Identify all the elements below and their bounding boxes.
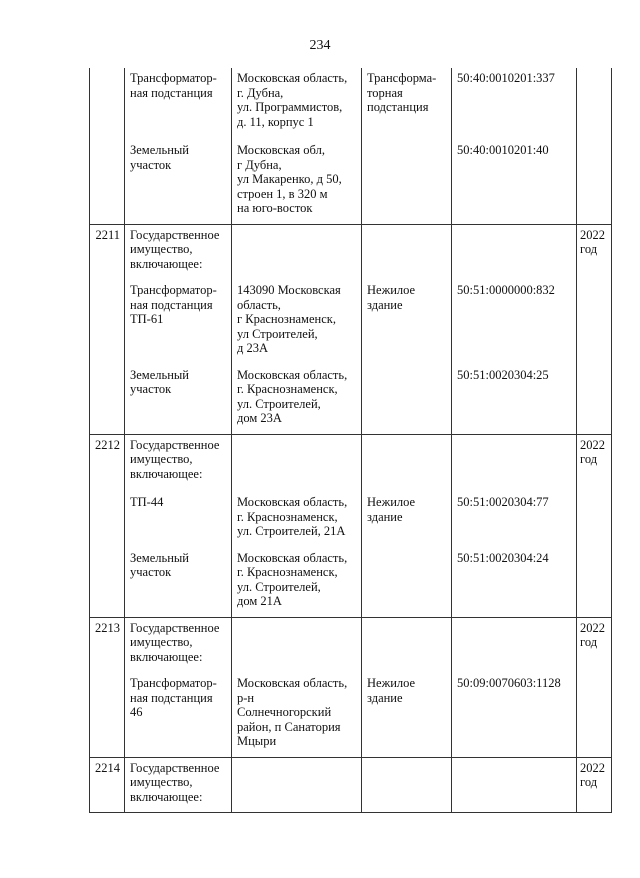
table-row	[90, 271, 612, 356]
object-kind-cell: Нежилое здание	[362, 481, 452, 539]
cadastral-number-cell: 50:51:0000000:832	[452, 271, 577, 356]
object-name-cell: Трансформатор- ная подстанция ТП-61	[125, 271, 232, 356]
item-number-cell: 2214	[90, 757, 125, 813]
object-name-cell: Земельный участок	[125, 356, 232, 435]
cadastral-number-cell: 50:51:0020304:25	[452, 356, 577, 435]
group-header-cell: Государственное имущество, включающее:	[125, 224, 232, 271]
table-row	[90, 664, 612, 757]
item-number-cell	[90, 68, 125, 129]
object-name-cell: Трансформатор- ная подстанция	[125, 68, 232, 129]
year-cell	[577, 68, 612, 129]
table-row	[90, 757, 612, 813]
object-name-cell: Земельный участок	[125, 129, 232, 224]
year-cell: 2022 год	[577, 617, 612, 664]
address-cell: Московская область, г. Дубна, ул. Программистов, д. 11, корпус 1	[232, 68, 362, 129]
object-kind-cell: Нежилое здание	[362, 271, 452, 356]
table-row	[90, 481, 612, 539]
cadastral-number-cell: 50:51:0020304:24	[452, 539, 577, 618]
item-number-cell: 2212	[90, 434, 125, 481]
object-kind-cell	[362, 356, 452, 435]
address-cell: Московская обл, г Дубна, ул Макаренко, д 50, строен 1, в 320 м на юго-восток	[232, 129, 362, 224]
object-kind-cell: Нежилое здание	[362, 664, 452, 757]
object-kind-cell: Трансформа- торная подстанция	[362, 68, 452, 129]
group-header-cell: Государственное имущество, включающее:	[125, 617, 232, 664]
table-row	[90, 356, 612, 435]
object-kind-cell	[362, 539, 452, 618]
object-name-cell: ТП-44	[125, 481, 232, 539]
address-cell: Московская область, г. Краснознаменск, ул. Строителей, дом 23А	[232, 356, 362, 435]
table-row	[90, 68, 612, 129]
address-cell: 143090 Московская область, г Краснознаменск, ул Строителей, д 23А	[232, 271, 362, 356]
property-register-table	[89, 68, 612, 813]
table-row	[90, 224, 612, 271]
year-cell: 2022 год	[577, 757, 612, 813]
year-cell: 2022 год	[577, 224, 612, 271]
address-cell: Московская область, г. Краснознаменск, ул. Строителей, дом 21А	[232, 539, 362, 618]
object-kind-cell	[362, 129, 452, 224]
object-name-cell: Земельный участок	[125, 539, 232, 618]
item-number-cell: 2211	[90, 224, 125, 271]
group-header-cell: Государственное имущество, включающее:	[125, 434, 232, 481]
year-cell	[577, 129, 612, 224]
cadastral-number-cell: 50:09:0070603:1128	[452, 664, 577, 757]
address-cell: Московская область, р-н Солнечногорский район, п Санатория Мцыри	[232, 664, 362, 757]
year-cell: 2022 год	[577, 434, 612, 481]
cadastral-number-cell: 50:40:0010201:337	[452, 68, 577, 129]
object-name-cell: Трансформатор- ная подстанция 46	[125, 664, 232, 757]
table-row	[90, 434, 612, 481]
item-number-cell: 2213	[90, 617, 125, 664]
cadastral-number-cell: 50:40:0010201:40	[452, 129, 577, 224]
address-cell: Московская область, г. Краснознаменск, ул. Строителей, 21А	[232, 481, 362, 539]
cadastral-number-cell: 50:51:0020304:77	[452, 481, 577, 539]
table-row	[90, 539, 612, 618]
table-row	[90, 129, 612, 224]
group-header-cell: Государственное имущество, включающее:	[125, 757, 232, 813]
page-number: 234	[309, 38, 331, 53]
table-row	[90, 617, 612, 664]
